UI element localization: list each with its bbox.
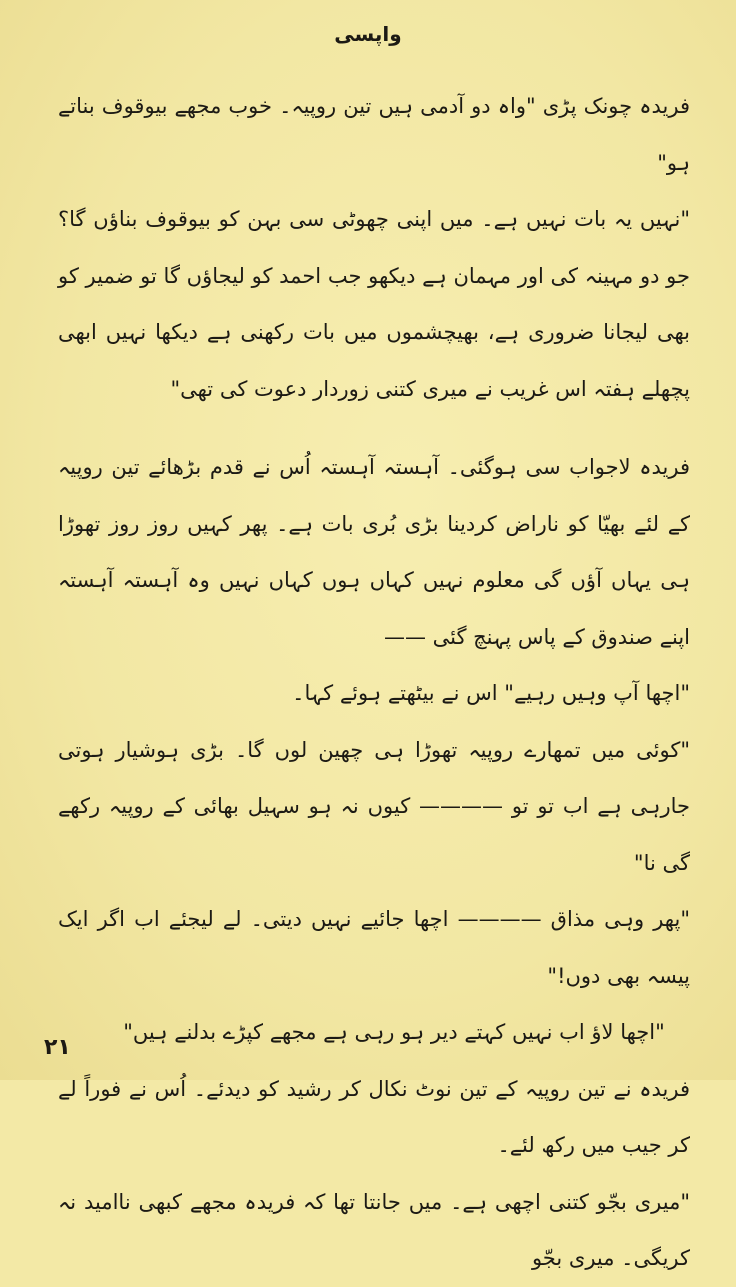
running-head: واپسی (334, 22, 402, 46)
body-text (58, 78, 690, 1287)
paragraph: فریدہ چونک پڑی "واہ دو آدمی ہیں تین روپیہ۔ خوب مجھے بیوقوف بناتے ہو" (58, 94, 690, 175)
paragraph: "کوئی میں تمھارے روپیہ تھوڑا ہی چھین لوں گا۔ بڑی ہوشیار ہوتی جارہی ہے اب تو تو ———— کیوں نہ ہو سہیل بھائی کے روپیہ رکھے گی نا" (58, 737, 690, 875)
paragraph: فریدہ نے تین روپیہ کے تین نوٹ نکال کر رشید کو دیدئے۔ اُس نے فوراً لے کر جیب میں رکھ لئے۔ (58, 1076, 690, 1157)
paragraph: "میری بجّو کتنی اچھی ہے۔ میں جانتا تھا کہ فریدہ مجھے کبھی ناامید نہ کریگی۔ میری بجّو (58, 1189, 690, 1270)
paragraph: "اچھا آپ وہیں رہیے" اس نے بیٹھتے ہوئے کہا۔ (292, 681, 690, 705)
paragraph: "نہیں یہ بات نہیں ہے۔ میں اپنی چھوٹی سی بہن کو بیوقوف بناؤں گا؟ جو دو مہینہ کی اور مہمان ہے دیکھو جب احمد کو لیجاؤں گا تو ضمیر کو بھی لیجانا ضروری ہے، بھیچشموں میں بات رکھنی ہے دیکھا نہیں ابھی پچھلے ہفتہ اس غریب نے میری کتنی زوردار دعوت کی تھی" (58, 207, 690, 401)
paragraph: "پھر وہی مذاق ———— اچھا جائیے نہیں دیتی۔ لے لیجئے اب اگر ایک پیسہ بھی دوں!" (58, 907, 690, 988)
paragraph: فریدہ لاجواب سی ہوگئی۔ آہستہ آہستہ اُس نے قدم بڑھائے تین روپیہ کے لئے بھیّا کو ناراض کردینا بڑی بُری بات ہے۔ پھر کہیں روز روز تھوڑا ہی یہاں آؤں گی معلوم نہیں کہاں ہوں کہاں نہیں وہ آہستہ آہستہ اپنے صندوق کے پاس پہنچ گئی —— (58, 455, 690, 649)
paragraph: "اچھا لاؤ اب نہیں کہتے دیر ہو رہی ہے مجھے کپڑے بدلنے ہیں" (123, 1020, 665, 1044)
page-number: ٢١ (44, 1035, 71, 1060)
